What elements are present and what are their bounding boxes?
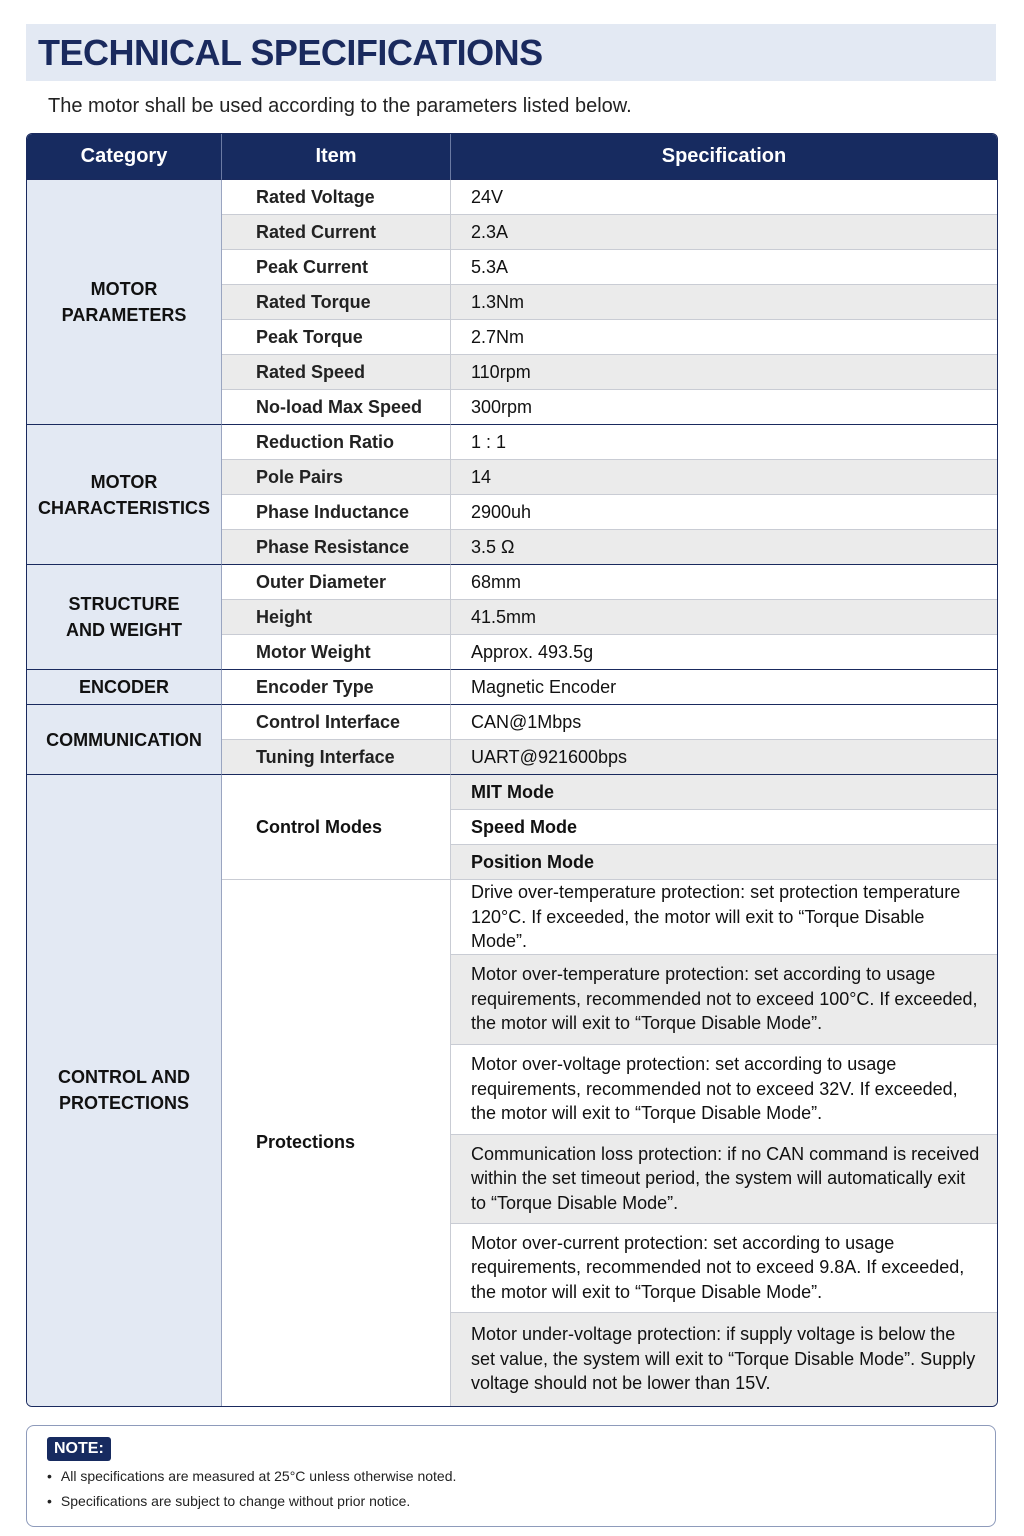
item-cell: Reduction Ratio <box>222 424 451 459</box>
table-row <box>27 774 997 809</box>
value-cell: 300rpm <box>451 389 997 424</box>
note-label: NOTE: <box>47 1437 111 1461</box>
item-cell: Rated Voltage <box>222 179 451 214</box>
protection-cell: Motor under-voltage protection: if supply voltage is below the set value, the system will exit to “Torque Disable Mode”. Supply voltage should not be lower than 15V. <box>451 1312 997 1406</box>
value-cell: 41.5mm <box>451 599 997 634</box>
note-box <box>26 1425 996 1527</box>
item-cell: Tuning Interface <box>222 739 451 774</box>
table-header-row <box>27 134 997 179</box>
item-cell: No-load Max Speed <box>222 389 451 424</box>
value-cell: 3.5 Ω <box>451 529 997 564</box>
header-item: Item <box>222 134 451 179</box>
spec-table <box>26 133 998 1407</box>
category-label: AND WEIGHT <box>66 620 182 640</box>
title-bar <box>26 24 996 81</box>
page-title: TECHNICAL SPECIFICATIONS <box>38 32 543 73</box>
item-cell: Phase Inductance <box>222 494 451 529</box>
item-cell: Motor Weight <box>222 634 451 669</box>
table-row <box>27 564 997 599</box>
category-label: STRUCTURE <box>68 594 180 614</box>
protection-cell: Motor over-voltage protection: set according to usage requirements, recommended not to exceed 32V. If exceeded, the motor will exit to “Torque Disable Mode”. <box>451 1044 997 1134</box>
table-row <box>27 669 997 704</box>
item-cell: Protections <box>222 879 451 1406</box>
page-subtitle: The motor shall be used according to the parameters listed below. <box>48 95 632 117</box>
value-cell: 24V <box>451 179 997 214</box>
category-label: MOTOR <box>90 471 158 492</box>
spec-table-body <box>27 179 997 1406</box>
category-cell <box>27 424 222 564</box>
protection-cell: Drive over-temperature protection: set protection temperature 120°C. If exceeded, the motor will exit to “Torque Disable Mode”. <box>451 879 997 954</box>
value-cell: 68mm <box>451 564 997 599</box>
category-cell <box>27 179 222 424</box>
protection-cell: Motor over-temperature protection: set according to usage requirements, recommended not to exceed 100°C. If exceeded, the motor will exit to “Torque Disable Mode”. <box>451 954 997 1044</box>
value-cell: 1 : 1 <box>451 424 997 459</box>
item-cell: Outer Diameter <box>222 564 451 599</box>
category-cell <box>27 704 222 774</box>
item-cell: Height <box>222 599 451 634</box>
note-item: • Specifications are subject to change without prior notice. <box>47 1489 456 1514</box>
value-cell: Magnetic Encoder <box>451 669 997 704</box>
item-cell: Peak Current <box>222 249 451 284</box>
value-cell: 14 <box>451 459 997 494</box>
category-cell <box>27 669 222 704</box>
protection-cell: Communication loss protection: if no CAN command is received within the set timeout period, the system will automatically exit to “Torque Disable Mode”. <box>451 1134 997 1223</box>
item-cell: Pole Pairs <box>222 459 451 494</box>
category-label: CONTROL AND <box>58 1067 190 1088</box>
value-cell: 2.3A <box>451 214 997 249</box>
mode-cell: Position Mode <box>451 844 997 879</box>
value-cell: UART@921600bps <box>451 739 997 774</box>
protection-cell: Motor over-current protection: set according to usage requirements, recommended not to exceed 9.8A. If exceeded, the motor will exit to “Torque Disable Mode”. <box>451 1223 997 1312</box>
item-cell: Peak Torque <box>222 319 451 354</box>
category-label: PARAMETERS <box>61 305 187 325</box>
mode-cell: MIT Mode <box>451 774 997 809</box>
category-label: PROTECTIONS <box>58 1093 189 1114</box>
header-category: Category <box>27 134 222 179</box>
item-cell: Rated Current <box>222 214 451 249</box>
category-label: ENCODER <box>78 677 169 697</box>
value-cell: CAN@1Mbps <box>451 704 997 739</box>
mode-cell: Speed Mode <box>451 809 997 844</box>
value-cell: 110rpm <box>451 354 997 389</box>
item-cell: Rated Torque <box>222 284 451 319</box>
item-cell: Encoder Type <box>222 669 451 704</box>
item-cell: Control Modes <box>222 774 451 879</box>
category-label: CHARACTERISTICS <box>37 497 210 518</box>
table-row <box>27 424 997 459</box>
value-cell: 2.7Nm <box>451 319 997 354</box>
item-cell: Rated Speed <box>222 354 451 389</box>
category-cell <box>27 774 222 1406</box>
value-cell: 5.3A <box>451 249 997 284</box>
item-cell: Phase Resistance <box>222 529 451 564</box>
item-cell: Control Interface <box>222 704 451 739</box>
note-list <box>47 1464 456 1514</box>
value-cell: 2900uh <box>451 494 997 529</box>
table-row <box>27 704 997 739</box>
category-label: COMMUNICATION <box>46 729 202 750</box>
category-cell <box>27 564 222 669</box>
value-cell: Approx. 493.5g <box>451 634 997 669</box>
header-specification: Specification <box>451 134 997 179</box>
value-cell: 1.3Nm <box>451 284 997 319</box>
table-row <box>27 179 997 214</box>
category-label: MOTOR <box>90 279 158 299</box>
note-item: • All specifications are measured at 25°C unless otherwise noted. <box>47 1464 456 1489</box>
